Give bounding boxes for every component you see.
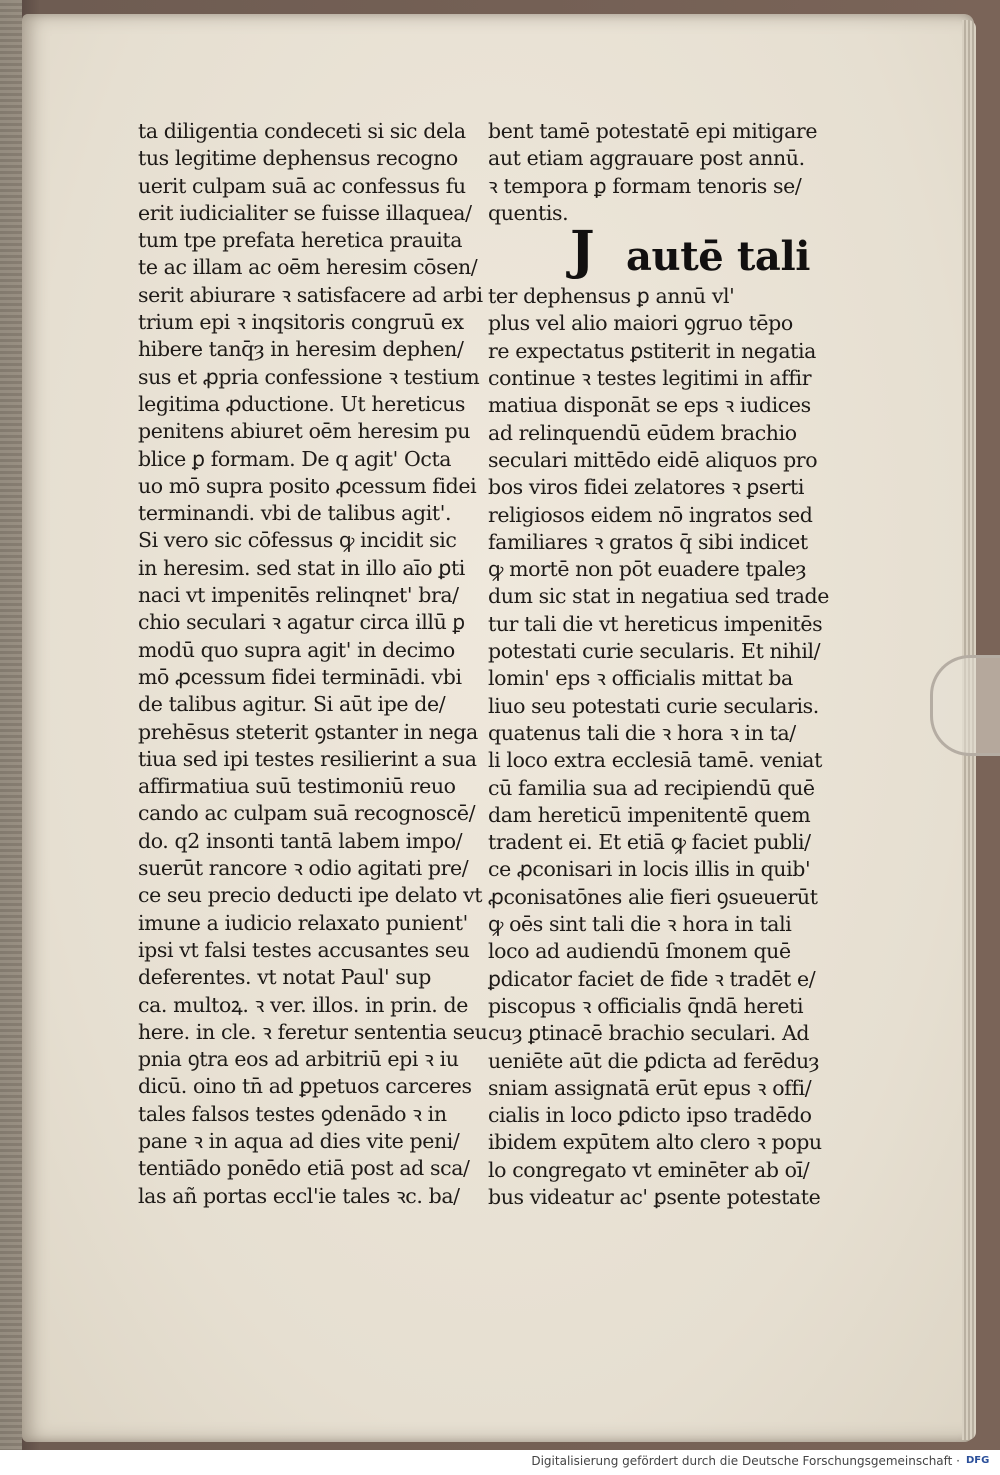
right-column-top-lines: [488, 118, 828, 227]
text-line: quentis.: [488, 200, 569, 225]
text-line: hibere tanq̄ȝ in heresim dephen/: [138, 337, 464, 362]
text-line: cando ac culpam suā recognoscē/: [138, 801, 476, 826]
text-line: re expectatus ꝑstiterit in negatia: [488, 338, 816, 363]
text-line: Si vero sic cōfessus ꝙ incidit sic: [138, 528, 457, 553]
text-line: ueniēte aūt die ꝑdicta ad ferēduȝ: [488, 1048, 820, 1073]
text-line: bus videatur ac' ꝑsente potestate: [488, 1184, 821, 1209]
text-line: terminandi. vbi de talibus agit'.: [138, 501, 452, 526]
text-line: affirmatiua suū testimoniū reuo: [138, 774, 456, 799]
text-line: penitens abiuret oēm heresim pu: [138, 419, 471, 444]
text-line: matiua disponāt se eps ꝛ iudices: [488, 393, 811, 418]
text-line: tus legitime dephensus recogno: [138, 146, 458, 171]
text-line: suerūt rancore ꝛ odio agitati pre/: [138, 856, 469, 881]
text-line: imune a iudicio relaxato punient': [138, 910, 468, 935]
text-line: cū familia sua ad recipiendū quē: [488, 775, 815, 800]
decorated-initial: J: [570, 220, 594, 282]
text-line: piscopus ꝛ officialis q̄ndā hereti: [488, 993, 804, 1018]
text-line: uerit culpam suā ac confessus fu: [138, 173, 466, 198]
text-line: liuo seu potestati curie secularis.: [488, 693, 819, 718]
digitization-footer: [0, 1450, 1000, 1475]
text-line: de talibus agitur. Si aūt ipe de/: [138, 692, 446, 717]
text-line: familiares ꝛ gratos q̄ sibi indicet: [488, 529, 808, 554]
initial-heading-text: autē tali: [626, 233, 811, 281]
text-line: tiua sed ipi testes resilierint a sua: [138, 746, 477, 771]
text-line: pane ꝛ in aqua ad dies vite peni/: [138, 1128, 460, 1153]
text-line: religiosos eidem nō ingratos sed: [488, 502, 813, 527]
initial-heading: [488, 220, 828, 283]
text-line: tum tpe prefata heretica prauita: [138, 228, 463, 253]
text-line: pnia ꝯtra eos ad arbitriū epi ꝛ iu: [138, 1047, 459, 1072]
text-line: tur tali die vt hereticus impenitēs: [488, 611, 823, 636]
text-line: do. q2 insonti tantā labem impo/: [138, 828, 463, 853]
text-line: continue ꝛ testes legitimi in affir: [488, 366, 812, 391]
text-line: li loco extra ecclesiā tamē. veniat: [488, 748, 822, 773]
text-line: aut etiam aggrauare post annū.: [488, 146, 805, 171]
text-column-left: [138, 118, 488, 1210]
text-line: tales falsos testes ꝯdenādo ꝛ in: [138, 1101, 447, 1126]
text-line: trium epi ꝛ inqsitoris congruū ex: [138, 310, 464, 335]
text-line: ꝙ mortē non pōt euadere tpaleȝ: [488, 557, 807, 582]
text-line: ꝑdicator faciet de fide ꝛ tradēt e/: [488, 966, 816, 991]
text-line: cuȝ ꝑtinacē brachio seculari. Ad: [488, 1021, 810, 1046]
text-line: ꝛ tempora ꝑ formam tenoris se/: [488, 173, 802, 198]
text-line: seculari mittēdo eidē aliquos pro: [488, 447, 818, 472]
text-line: plus vel alio maiori ꝯgruo tēpo: [488, 311, 793, 336]
text-line: bos viros fidei zelatores ꝛ ꝑserti: [488, 475, 805, 500]
text-line: modū quo supra agit' in decimo: [138, 637, 455, 662]
text-line: naci vt impenitēs relinqnet' bra/: [138, 583, 459, 608]
dfg-logo: DFG: [966, 1455, 990, 1466]
text-line: dam hereticū impenitentē quem: [488, 802, 811, 827]
text-line: serit abiurare ꝛ satisfacere ad arbi: [138, 282, 483, 307]
text-line: bent tamē potestatē epi mitigare: [488, 119, 818, 143]
footer-credit-text: Digitalisierung gefördert durch die Deutsche Forschungsgemeinschaft ·: [531, 1454, 960, 1468]
text-column-right: [488, 118, 828, 1211]
text-line: ꝓconisatōnes alie fieri ꝯsueuerūt: [488, 884, 818, 909]
text-line: lomin' eps ꝛ officialis mittat ba: [488, 666, 793, 691]
right-column-bottom-lines: [488, 283, 828, 1211]
text-line: ce ꝓconisari in locis illis in quib': [488, 857, 811, 882]
text-line: here. in cle. ꝛ feretur sententia seu: [138, 1019, 488, 1044]
text-line: blice ꝑ formam. De q agit' Octa: [138, 446, 452, 471]
text-line: ca. multoꝝ. ꝛ ver. illos. in prin. de: [138, 992, 468, 1017]
text-line: quatenus tali die ꝛ hora ꝛ in ta/: [488, 720, 796, 745]
text-line: loco ad audiendū ſmonem quē: [488, 939, 791, 964]
text-line: uo mō supra posito ꝓcessum fidei: [138, 473, 477, 498]
text-line: ibidem expūtem alto clero ꝛ popu: [488, 1130, 822, 1155]
text-line: ce seu precio deducti ipe delato vt: [138, 883, 483, 908]
text-line: cialis in loco ꝑdicto ipso tradēdo: [488, 1103, 812, 1128]
text-line: sus et ꝓpria confessione ꝛ testium: [138, 364, 480, 389]
text-line: erit iudicialiter se fuisse illaquea/: [138, 200, 472, 225]
text-line: te ac illam ac oēm heresim cōsen/: [138, 255, 478, 280]
text-line: dum sic stat in negatiua sed trade: [488, 584, 829, 609]
text-line: potestati curie secularis. Et nihil/: [488, 639, 821, 664]
text-line: ipsi vt falsi testes accusantes seu: [138, 937, 470, 962]
text-line: legitima ꝓductione. Ut hereticus: [138, 391, 466, 416]
text-line: ter dephensus ꝑ annū vl': [488, 284, 735, 309]
text-line: mō ꝓcessum fidei terminādi. vbi: [138, 664, 462, 689]
text-line: ad relinquendū eūdem brachio: [488, 420, 797, 445]
text-line: chio seculari ꝛ agatur circa illū ꝑ: [138, 610, 465, 635]
text-line: tentiādo ponēdo etiā post ad sca/: [138, 1156, 470, 1181]
text-line: deferentes. vt notat Paul' sup: [138, 965, 431, 990]
text-line: prehēsus steterit ꝯstanter in nega: [138, 719, 478, 744]
text-line: sniam assignatā erūt epus ꝛ offi/: [488, 1075, 812, 1100]
text-line: ta diligentia condeceti si sic dela: [138, 119, 466, 143]
text-line: in heresim. sed stat in illo aīo ꝑti: [138, 555, 465, 580]
text-line: las añ portas eccl'ie tales ꝛc. ba/: [138, 1183, 460, 1208]
text-line: lo congregato vt eminēter ab oī/: [488, 1157, 810, 1182]
text-line: ꝙ oēs sint tali die ꝛ hora in tali: [488, 912, 792, 937]
text-line: tradent ei. Et etiā ꝙ faciet publi/: [488, 830, 811, 855]
book-left-edge: [0, 0, 22, 1450]
page-clip: [930, 655, 1000, 756]
text-line: dicū. oino tn̄ ad ꝑpetuos carceres: [138, 1074, 472, 1099]
